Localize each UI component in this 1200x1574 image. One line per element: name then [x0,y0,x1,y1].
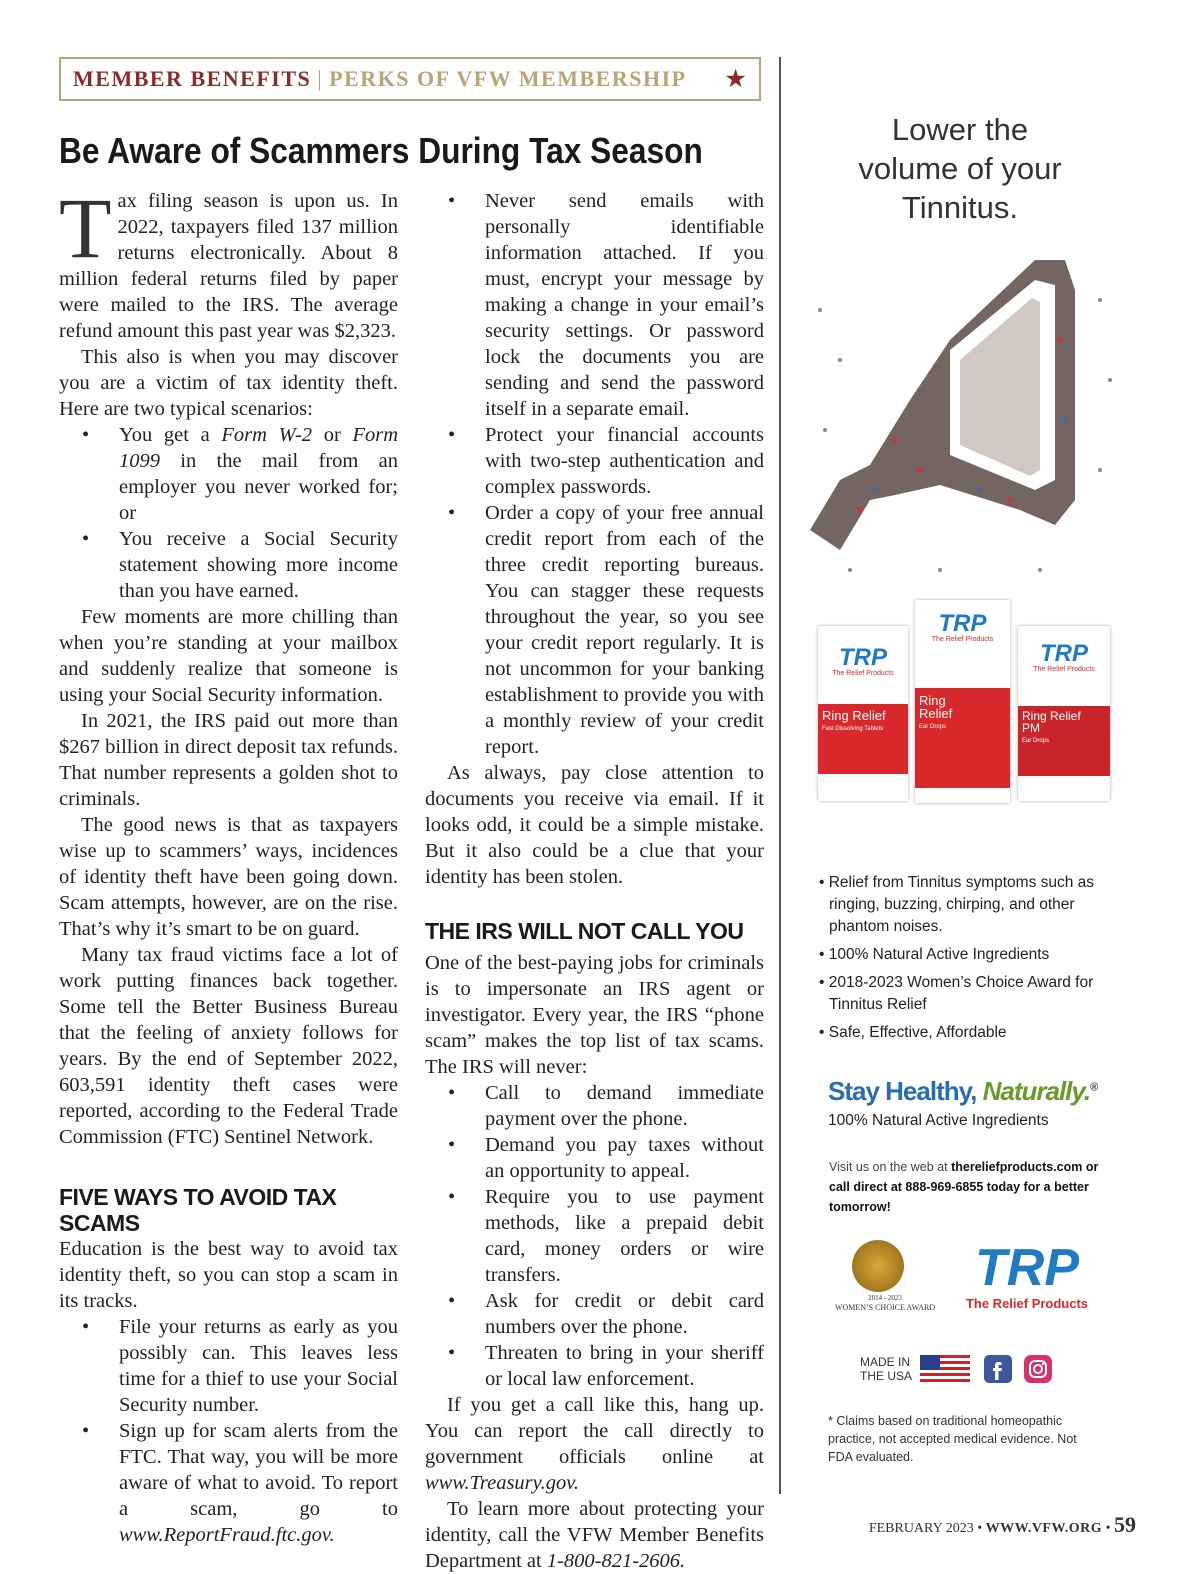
trp-logo: TRP The Relief Products [965,1239,1089,1311]
paragraph: In 2021, the IRS paid out more than $267 billion in direct deposit tax refunds. That number represents a golden shot to criminals. [59,710,398,810]
page-number: 59 [1114,1512,1136,1537]
list-item: • Sign up for scam alerts from the FTC. That way, you will be more aware of what to avoid. To report a scam, go to www.ReportFraud.ftc.gov. [59,1418,398,1548]
stay-healthy-slogan: Stay Healthy, Naturally.® [828,1076,1098,1106]
product-box-3: TRP The Relief Products Ring Relief PM Ear Drops [1018,626,1110,801]
section-separator: | [317,66,324,91]
subheading-irs-will-not-call: THE IRS WILL NOT CALL YOU [425,918,744,944]
issue-date: FEBRUARY 2023 [868,1521,974,1536]
column-divider [779,57,781,1494]
irs-never-list [425,1080,764,1392]
section-header [59,57,761,101]
paragraph: Few moments are more chilling than when you’re standing at your mailbox and suddenly realize that someone is using your Social Security information. [59,606,398,706]
womens-choice-award-seal: 2014 - 2023 WOMEN’S CHOICE AWARD [830,1240,940,1320]
ad-benefits-list [819,872,1119,1050]
contact-info: Visit us on the web at thereliefproducts.com or call direct at 888-969-6855 today for a better tomorrow! [829,1160,1099,1214]
tinnitus-advertisement [800,60,1140,1500]
list-item: • Never send emails with personally identifiable information attached. If you must, encrypt your message by making a change in your email’s security settings. Or password lock the documents you are sending and send the password itself in a separate email. [425,188,764,422]
report-fraud-link[interactable]: www.ReportFraud.ftc.gov. [119,1524,335,1546]
made-in-usa-label: MADE IN THE USA [860,1355,913,1383]
list-item: • File your returns as early as you possibly can. This leaves less time for a thief to use your Social Security number. [59,1314,398,1418]
treasury-link[interactable]: www.Treasury.gov. [425,1472,579,1494]
paragraph: To learn more about protecting your identity, call the VFW Member Benefits Department at 1-800-821-2606. [425,1498,764,1572]
list-item: • Safe, Effective, Affordable [819,1024,1007,1041]
crowd-megaphone-illustration [800,240,1140,590]
drop-cap: T [59,180,112,276]
list-item: • You get a Form W-2 or Form 1099 in the mail from an employer you never worked for; or [59,422,398,526]
list-item: • Demand you pay taxes without an opportunity to appeal. [425,1132,764,1184]
list-item: • Threaten to bring in your sheriff or local law enforcement. [425,1340,764,1392]
list-item: • Order a copy of your free annual credit report from each of the three credit reporting bureaus. You can stagger these requests throughout the year, so you see your credit report regularly. It is not uncommon for your banking establishment to provide you with a monthly review of your credit report. [425,500,764,760]
article-column-1 [59,180,399,1548]
list-item: • Call to demand immediate payment over the phone. [425,1080,764,1132]
list-item: • 2018-2023 Women’s Choice Award for Tinnitus Relief [819,974,1094,1013]
paragraph: The good news is that as taxpayers wise up to scammers’ ways, incidences of identity theft have been going down. Scam attempts, however, are on the rise. That’s why it’s smart to be on guard. [59,814,398,940]
paragraph: Tax filing season is upon us. In 2022, taxpayers filed 137 million returns electronically. About 8 million federal returns filed by paper were mailed to the IRS. The average refund amount this past year was $2,323. [59,180,398,342]
us-flag-icon [920,1355,970,1383]
ad-headline: Lower the volume of your Tinnitus. [858,112,1062,225]
facebook-icon[interactable] [984,1355,1012,1383]
list-item: • Ask for credit or debit card numbers over the phone. [425,1288,764,1340]
website-link[interactable]: thereliefproducts.com or call direct at 888-969-6855 today for a better tomorrow! [829,1160,1099,1214]
product-box-1: TRP The Relief Products Ring Relief Fast Dissolving Tablets [818,626,908,801]
paragraph: If you get a call like this, hang up. You can report the call directly to government officials online at www.Treasury.gov. [425,1394,764,1494]
scenario-list [59,422,398,604]
list-item: • Relief from Tinnitus symptoms such as ringing, buzzing, chirping, and other phantom noises. [819,874,1095,935]
article-headline: Be Aware of Scammers During Tax Season [59,130,703,171]
paragraph: This also is when you may discover you are a victim of tax identity theft. Here are two typical scenarios: [59,346,398,420]
instagram-icon[interactable] [1024,1355,1052,1383]
site-url: WWW.VFW.ORG [985,1521,1103,1536]
paragraph: Many tax fraud victims face a lot of work putting finances back together. Some tell the Better Business Bureau that the feeling of anxiety follows for years. By the end of September 2022, 603,591 identity theft cases were reported, according to the Federal Trade Commission (FTC) Sentinel Network. [59,944,398,1148]
natural-ingredients-line: 100% Natural Active Ingredients [828,1112,1049,1129]
list-item: • You receive a Social Security statement showing more income than you have earned. [59,526,398,604]
tips-list-continued [425,188,764,760]
paragraph: One of the best-paying jobs for criminals is to impersonate an IRS agent or investigator. Every year, the IRS “phone scam” makes the top list of tax scams. The IRS will never: [425,952,764,1078]
disclaimer: * Claims based on traditional homeopathic practice, not accepted medical evidence. Not FDA evaluated. [828,1414,1077,1464]
section-label: MEMBER BENEFITS [73,66,312,91]
tips-list [59,1314,398,1548]
star-icon: ★ [725,66,747,91]
paragraph: As always, pay close attention to documents you receive via email. If it looks odd, it could be a simple mistake. But it also could be a clue that your identity has been stolen. [425,762,764,888]
subsection-label: PERKS OF VFW MEMBERSHIP [329,66,687,91]
page-footer: FEBRUARY 2023 • WWW.VFW.ORG • 59 [868,1512,1136,1537]
phone-number: 1-800-821-2606. [546,1550,686,1572]
list-item: • Require you to use payment methods, like a prepaid debit card, money orders or wire transfers. [425,1184,764,1288]
subheading-five-ways: FIVE WAYS TO AVOID TAX SCAMS [59,1184,337,1236]
list-item: • Protect your financial accounts with two-step authentication and complex passwords. [425,422,764,500]
list-item: • 100% Natural Active Ingredients [819,946,1050,963]
article-column-2 [425,188,764,1574]
paragraph: Education is the best way to avoid tax identity theft, so you can stop a scam in its tracks. [59,1238,398,1312]
product-box-2: TRP The Relief Products Ring Relief Ear Drops [915,600,1010,803]
